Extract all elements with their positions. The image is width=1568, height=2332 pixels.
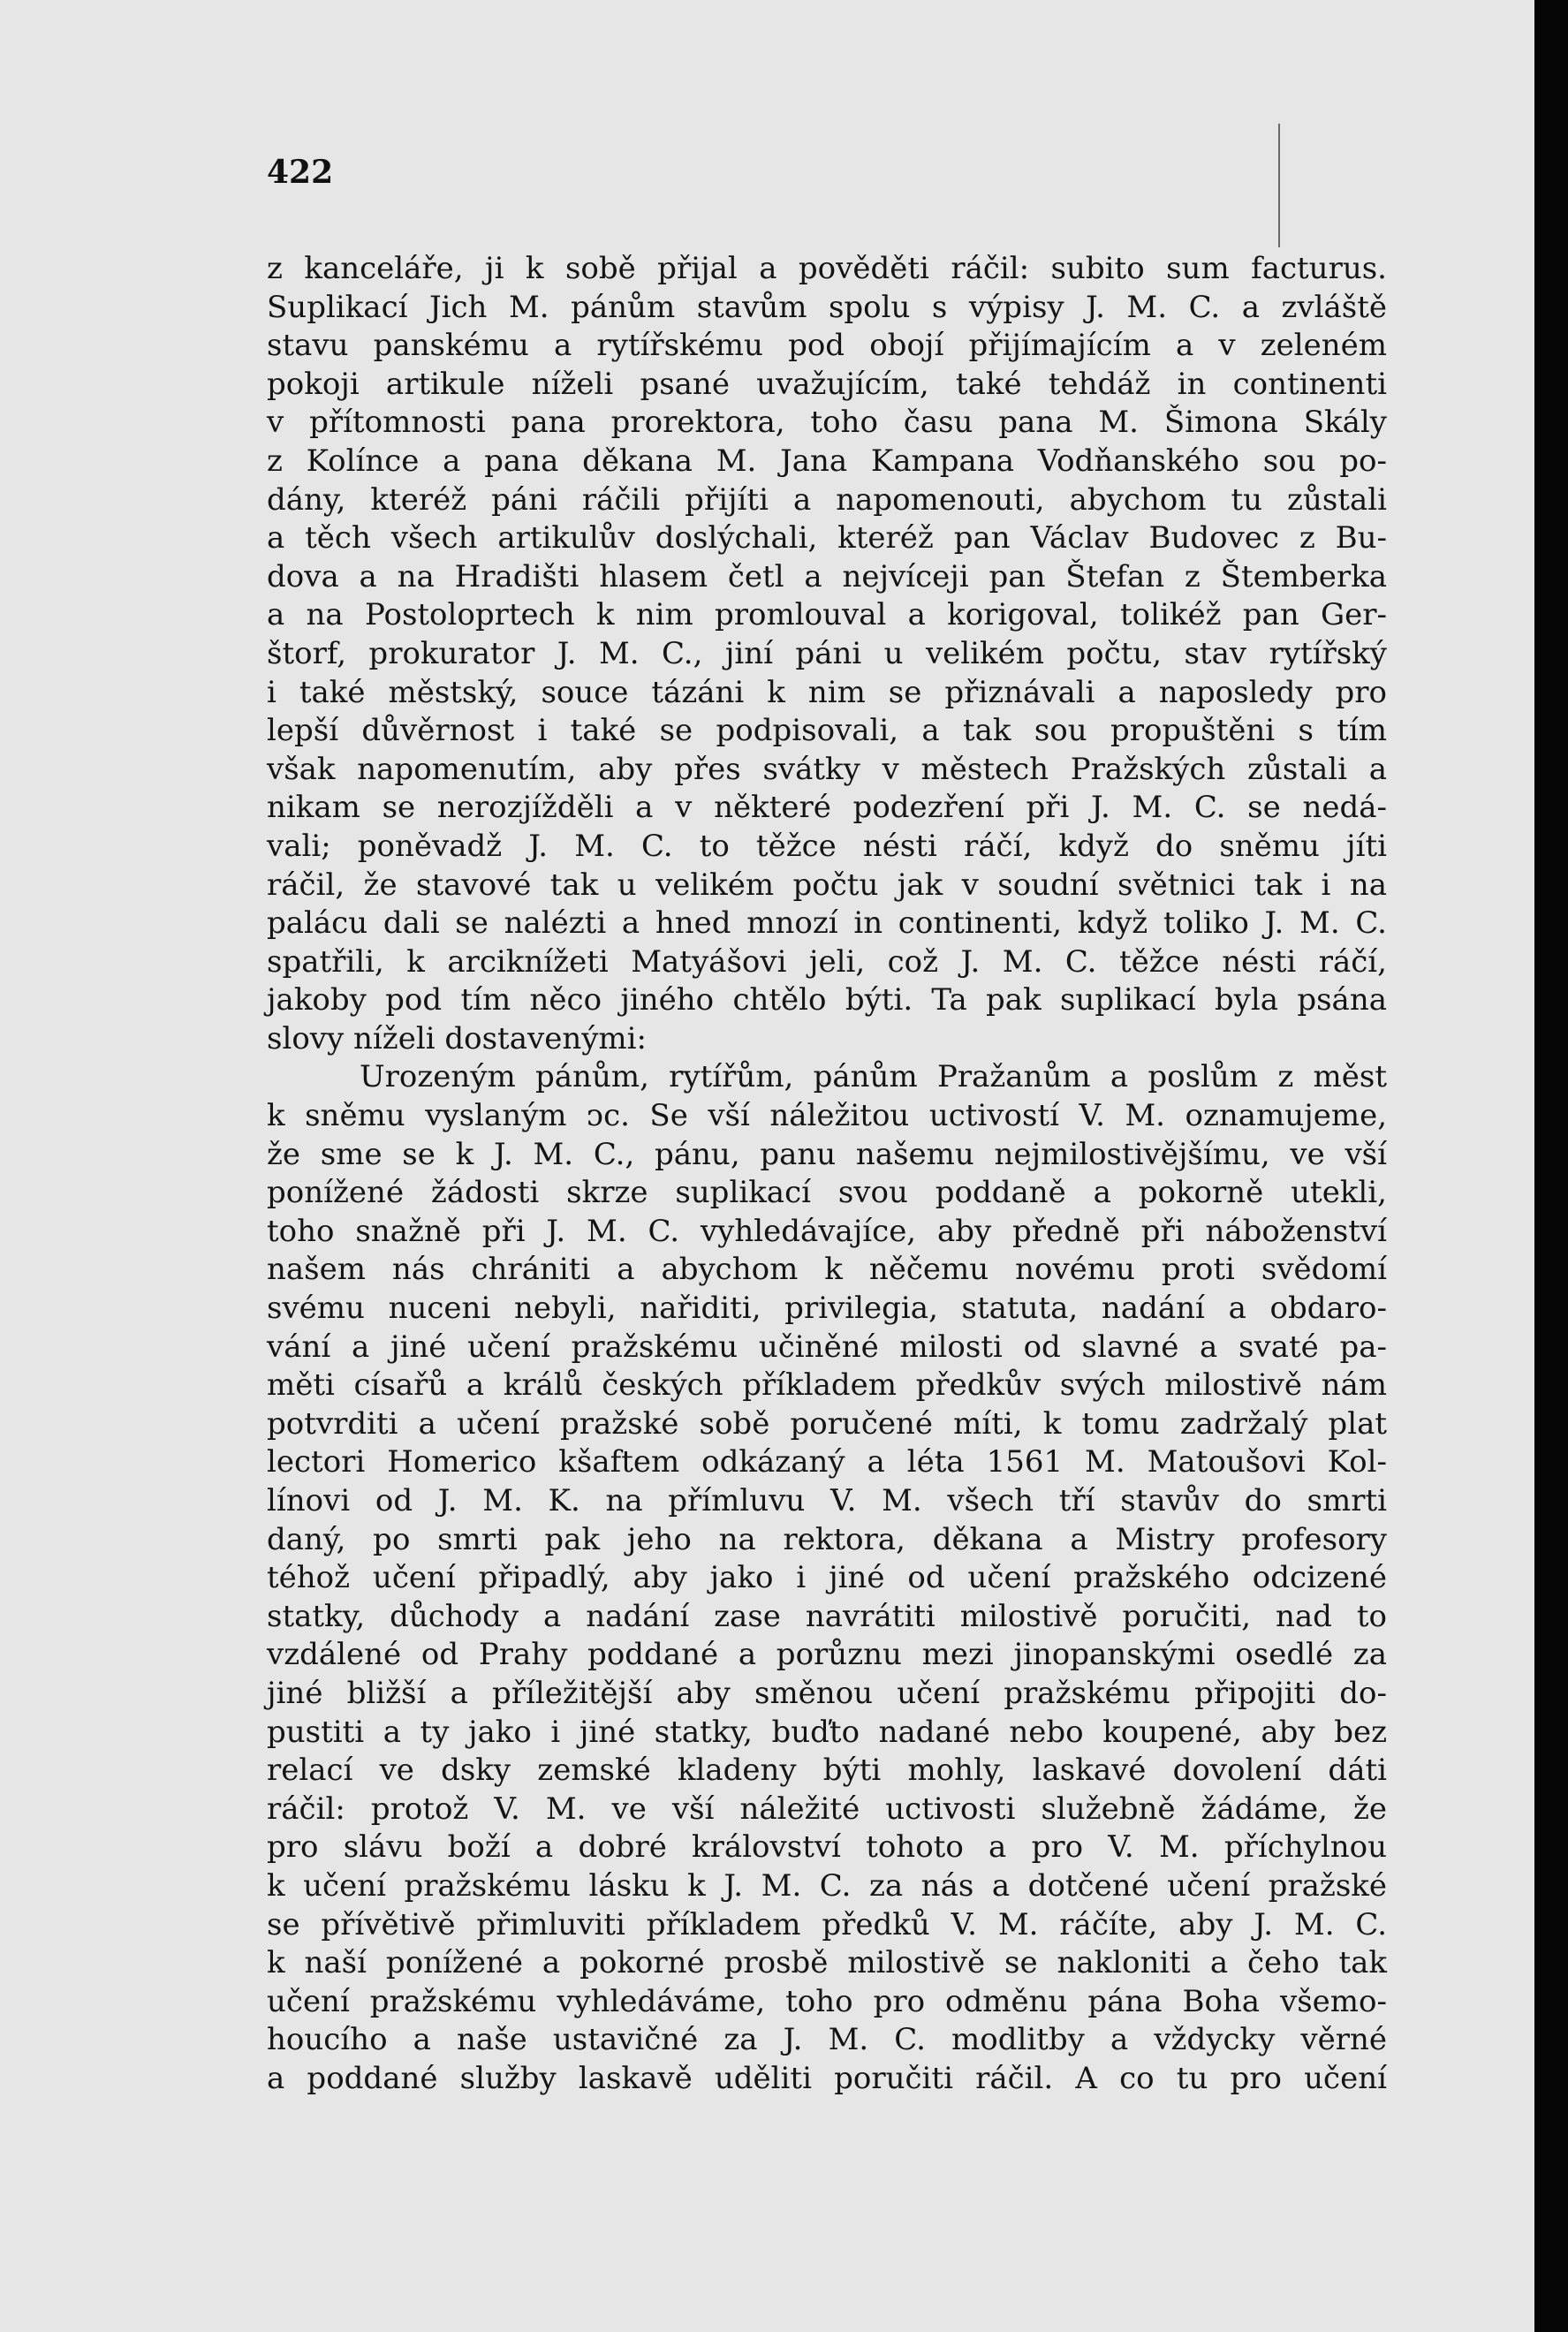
text-line: měti císařů a králů českých příkladem předkův svých milostivě nám (267, 1367, 1387, 1404)
text-line: a těch všech artikulův doslýchali, kteréž pan Václav Budovec z Bu- (267, 520, 1387, 556)
text-line: daný, po smrti pak jeho na rektora, děkana a Mistry profesory (267, 1521, 1387, 1557)
text-line: pustiti a ty jako i jiné statky, buďto nadané nebo koupené, aby bez (267, 1714, 1387, 1750)
text-line: z kanceláře, ji k sobě přijal a pověděti ráčil: subito sum facturus. (267, 251, 1387, 286)
text-line: statky, důchody a nadání zase navrátiti milostivě poručiti, nad to (267, 1598, 1387, 1634)
text-line: k učení pražskému lásku k J. M. C. za nás a dotčené učení pražské (267, 1867, 1387, 1904)
margin-rule (1278, 124, 1280, 247)
text-line: vzdálené od Prahy poddané a porůznu mezi jinopanskými osedlé za (267, 1637, 1387, 1673)
text-line: palácu dali se nalézti a hned mnozí in continenti, když toliko J. M. C. (267, 905, 1387, 942)
text-line: stavu panskému a rytířskému pod obojí přijímajícím a v zeleném (267, 328, 1387, 364)
text-line: ráčil, že stavové tak u velikém počtu jak v soudní světnici tak i na (267, 867, 1387, 903)
text-line: že sme se k J. M. C., pánu, panu našemu nejmilostivějšímu, ve vší (267, 1136, 1387, 1172)
text-line: k sněmu vyslaným ᴐc. Se vší náležitou uctivostí V. M. oznamujeme, (267, 1098, 1387, 1134)
text-line: téhož učení připadlý, aby jako i jiné od učení pražského odcizené (267, 1560, 1387, 1596)
text-line: jakoby pod tím něco jiného chtělo býti. Ta pak suplikací byla psána (267, 982, 1387, 1018)
text-line: vání a jiné učení pražskému učiněné milosti od slavné a svaté pa- (267, 1329, 1387, 1365)
text-line: relací ve dsky zemské kladeny býti mohly, laskavé dovolení dáti (267, 1753, 1387, 1789)
text-line: dány, kteréž páni ráčili přijíti a napomenouti, abychom tu zůstali (267, 481, 1387, 518)
text-line: svému nuceni nebyli, nařiditi, privilegia, statuta, nadání a obdaro- (267, 1291, 1387, 1327)
text-line: ráčil: protož V. M. ve vší náležité uctivosti služebně žádáme, že (267, 1791, 1387, 1827)
text-line: k naší ponížené a pokorné prosbě milostivě se nakloniti a čeho tak (267, 1945, 1387, 1981)
text-line: a na Postoloprtech k nim promlouval a korigoval, tolikéž pan Ger- (267, 597, 1387, 633)
text-line: spatřili, k arciknížeti Matyášovi jeli, což J. M. C. těžce nésti ráčí, (267, 943, 1387, 980)
text-line: z Kolínce a pana děkana M. Jana Kampana Vodňanského sou po- (267, 443, 1387, 479)
text-line: i také městský, souce tázáni k nim se přiznávali a naposledy pro (267, 674, 1387, 710)
text-line: pro slávu boží a dobré království tohoto a pro V. M. příchylnou (267, 1829, 1387, 1866)
text-line: Suplikací Jich M. pánům stavům spolu s výpisy J. M. C. a zvláště (267, 289, 1387, 325)
text-line: houcího a naše ustavičné za J. M. C. modlitby a vždycky věrné (267, 2022, 1387, 2058)
text-line: štorf, prokurator J. M. C., jiní páni u velikém počtu, stav rytířský (267, 635, 1387, 671)
page-edge-shadow (1534, 0, 1568, 2332)
text-line: lectori Homerico kšaftem odkázaný a léta 1561 M. Matoušovi Kol- (267, 1444, 1387, 1480)
text-line: našem nás chrániti a abychom k něčemu novému proti svědomí (267, 1252, 1387, 1288)
text-line-indented: Urozeným pánům, rytířům, pánům Pražanům a poslům z měst (360, 1059, 1387, 1095)
text-line: učení pražskému vyhledáváme, toho pro odměnu pána Boha všemo- (267, 1983, 1387, 2019)
text-line: pokoji artikule níželi psané uvažujícím, také tehdáž in continenti (267, 366, 1387, 402)
text-line: potvrditi a učení pražské sobě poručené míti, k tomu zadržalý plat (267, 1405, 1387, 1442)
text-line: ponížené žádosti skrze suplikací svou poddaně a pokorně utekli, (267, 1175, 1387, 1211)
text-line: v přítomnosti pana prorektora, toho času pana M. Šimona Skály (267, 405, 1387, 441)
body-text (267, 250, 1387, 2099)
text-line: a poddané služby laskavě uděliti poručiti ráčil. A co tu pro učení (267, 2060, 1387, 2096)
text-line: jiné bližší a příležitější aby směnou učení pražskému připojiti do- (267, 1675, 1387, 1711)
text-line: toho snažně při J. M. C. vyhledávajíce, aby předně při náboženství (267, 1213, 1387, 1249)
text-line: nikam se nerozjížděli a v některé podezření při J. M. C. se nedá- (267, 790, 1387, 826)
text-line: dova a na Hradišti hlasem četl a nejvíceji pan Štefan z Štemberka (267, 558, 1387, 594)
text-line: vali; poněvadž J. M. C. to těžce nésti ráčí, když do sněmu jíti (267, 828, 1387, 864)
text-line: slovy níželi dostavenými: (267, 1020, 647, 1056)
text-line: však napomenutím, aby přes svátky v městech Pražských zůstali a (267, 751, 1387, 787)
page-number: 422 (267, 154, 334, 191)
text-line: línovi od J. M. K. na přímluvu V. M. všech tří stavův do smrti (267, 1483, 1387, 1518)
text-line: lepší důvěrnost i také se podpisovali, a tak sou propuštěni s tím (267, 713, 1387, 749)
text-line: se přívětivě přimluviti příkladem předků V. M. ráčíte, aby J. M. C. (267, 1906, 1387, 1942)
